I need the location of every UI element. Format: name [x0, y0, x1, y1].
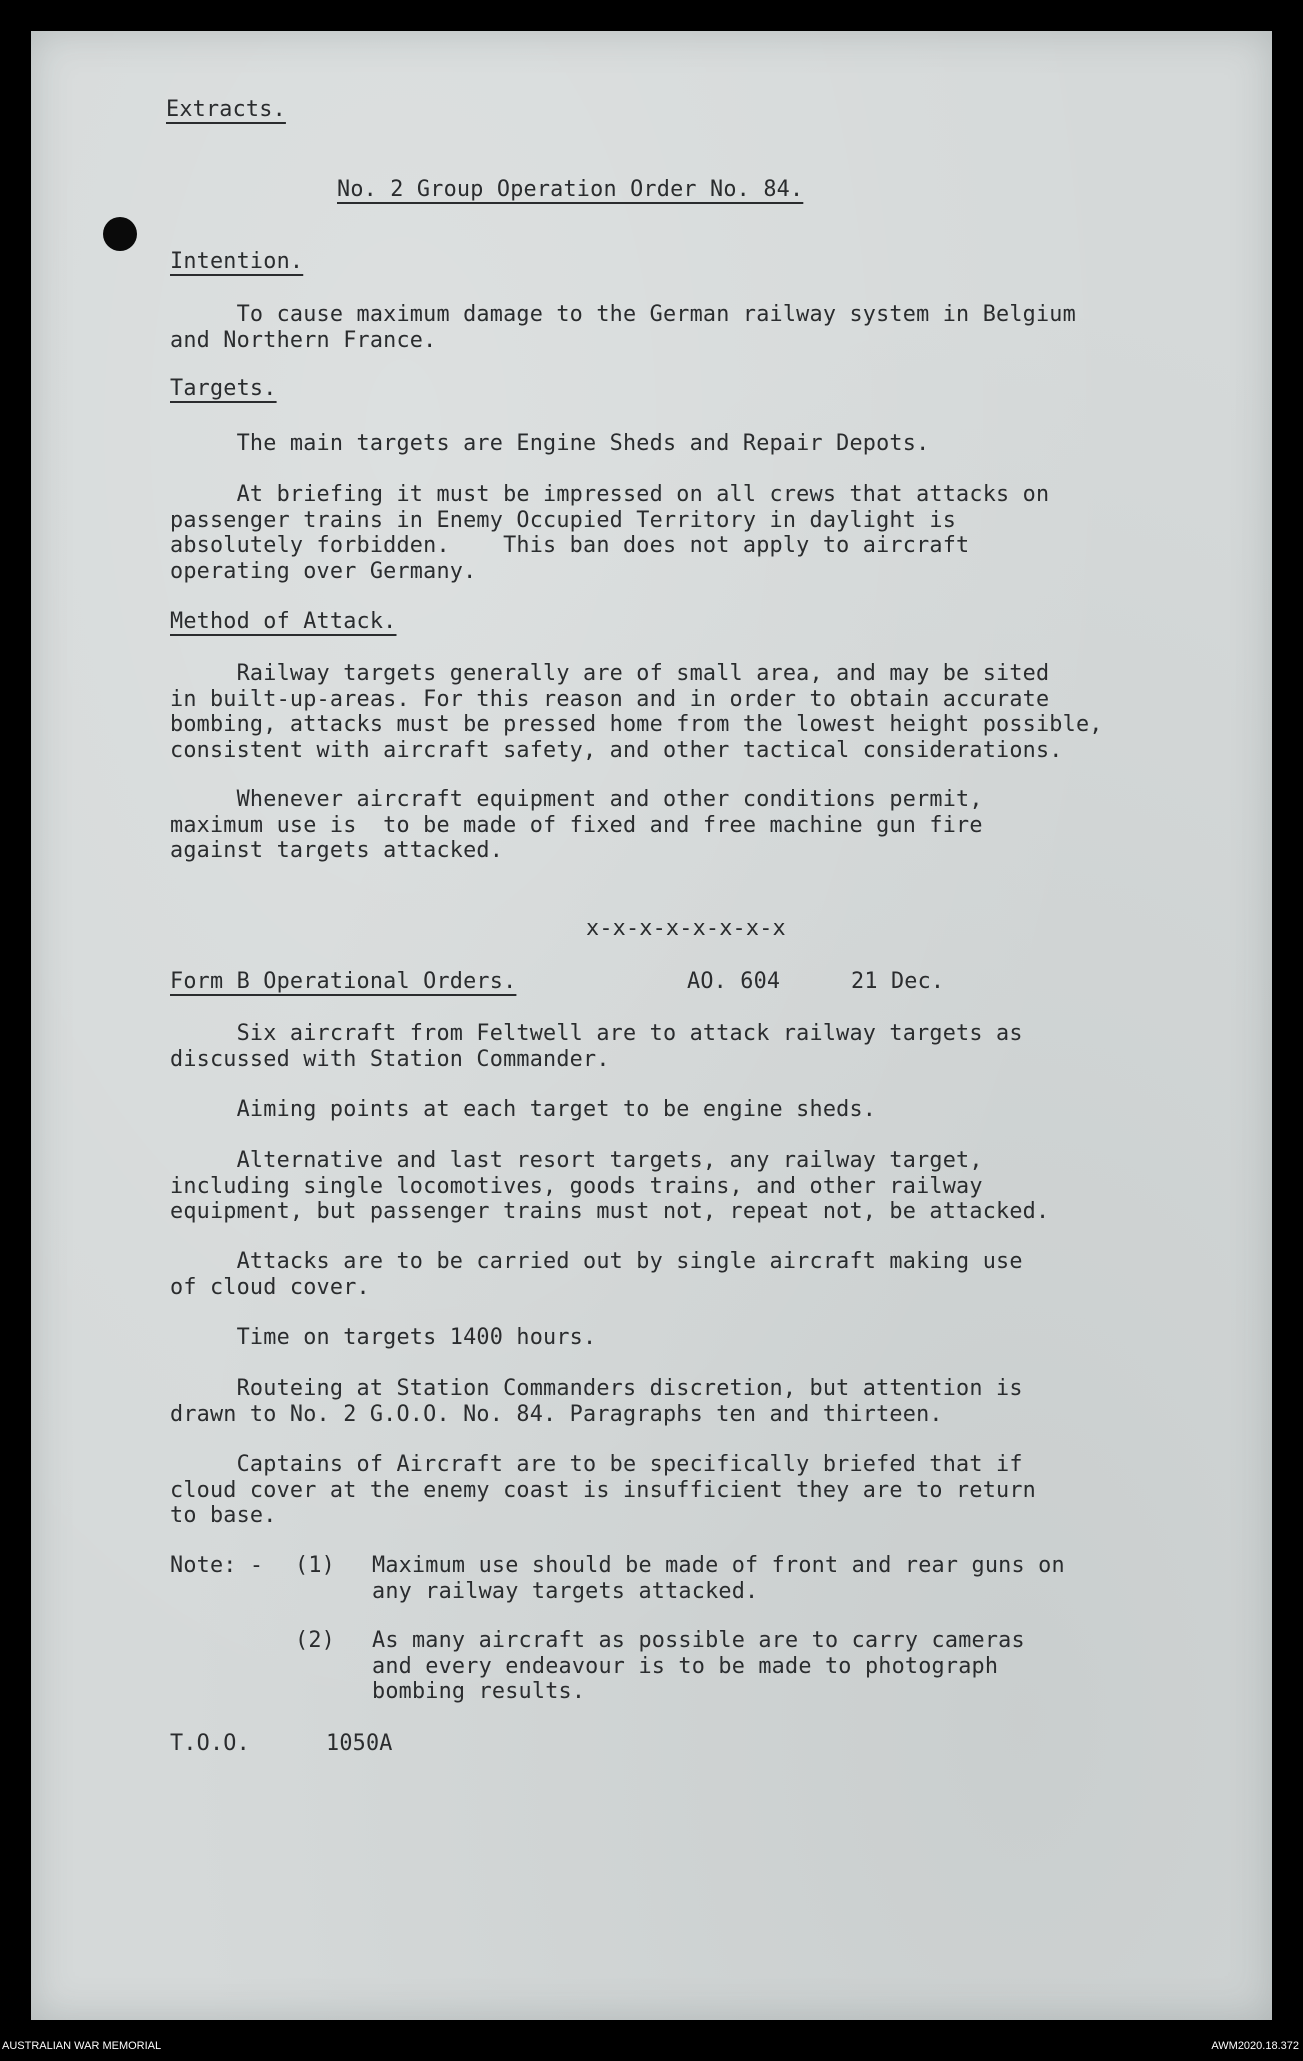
method-heading: Method of Attack. [170, 609, 397, 634]
note-2-text: As many aircraft as possible are to carry cameras and every endeavour is to be made to photograph bombing results. [372, 1628, 1025, 1704]
separator: x-x-x-x-x-x-x-x [586, 916, 786, 941]
time-of-origin-label: T.O.O. [170, 1731, 250, 1756]
punch-hole [103, 217, 137, 251]
intention-heading: Intention. [170, 249, 304, 274]
form-b-heading: Form B Operational Orders. [170, 969, 517, 994]
ao-number: AO. 604 [687, 969, 781, 994]
method-paragraph-2: Whenever aircraft equipment and other conditions permit, maximum use is to be made of fixed and free machine gun fire against targets attacked. [170, 787, 983, 863]
targets-heading: Targets. [170, 376, 277, 401]
note-2-number: (2) [295, 1628, 335, 1653]
extracts-label: Extracts. [166, 97, 286, 122]
document-page [31, 31, 1272, 2020]
order-date: 21 Dec. [851, 969, 945, 994]
targets-paragraph-2: At briefing it must be impressed on all crews that attacks on passenger trains in Enemy Occupied Territory in daylight is absolutely forbidden. This ban does not apply to aircraft operating over Germany. [170, 482, 1050, 584]
form-b-paragraph-2: Aiming points at each target to be engine sheds. [170, 1097, 877, 1122]
form-b-paragraph-1: Six aircraft from Feltwell are to attack railway targets as discussed with Station Commander. [170, 1021, 1023, 1072]
form-b-paragraph-4: Attacks are to be carried out by single aircraft making use of cloud cover. [170, 1249, 1023, 1300]
footer-institution: AUSTRALIAN WAR MEMORIAL [2, 2040, 162, 2052]
targets-paragraph-1: The main targets are Engine Sheds and Repair Depots. [170, 431, 930, 456]
page-title: No. 2 Group Operation Order No. 84. [337, 177, 804, 202]
form-b-paragraph-7: Captains of Aircraft are to be specifically briefed that if cloud cover at the enemy coast is insufficient they are to return to base. [170, 1452, 1036, 1528]
time-of-origin-value: 1050A [326, 1731, 393, 1756]
footer-accession-number: AWM2020.18.372 [1211, 2040, 1299, 2052]
method-paragraph-1: Railway targets generally are of small area, and may be sited in built-up-areas. For this reason and in order to obtain accurate bombing, attacks must be pressed home from the lowest height possible, consistent with aircraft safety, and other tactical considerations. [170, 661, 1103, 763]
form-b-paragraph-6: Routeing at Station Commanders discretion, but attention is drawn to No. 2 G.O.O. No. 84. Paragraphs ten and thirteen. [170, 1376, 1023, 1427]
note-1-text: Maximum use should be made of front and rear guns on any railway targets attacked. [372, 1553, 1065, 1604]
note-1-number: (1) [295, 1553, 335, 1578]
note-label: Note: - [170, 1553, 264, 1578]
form-b-paragraph-3: Alternative and last resort targets, any railway target, including single locomotives, goods trains, and other railway equipment, but passenger trains must not, repeat not, be attacked. [170, 1148, 1050, 1224]
intention-text: To cause maximum damage to the German railway system in Belgium and Northern France. [170, 302, 1076, 353]
form-b-paragraph-5: Time on targets 1400 hours. [170, 1325, 597, 1350]
